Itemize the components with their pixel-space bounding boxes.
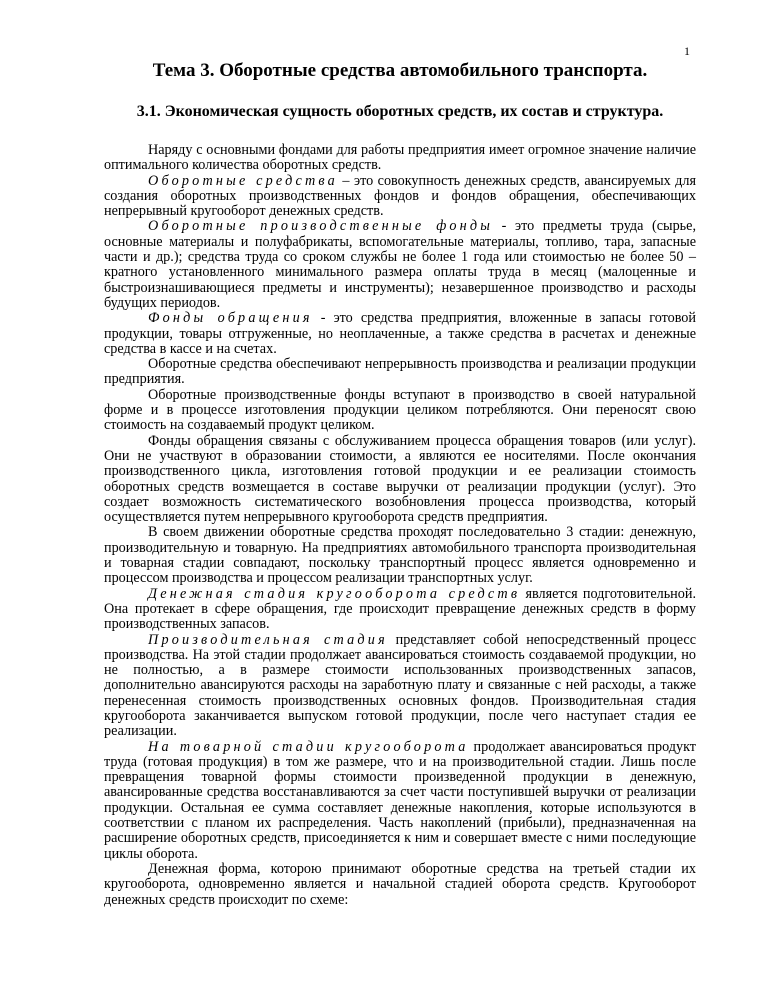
page-number: 1 xyxy=(684,44,690,58)
paragraph-definition xyxy=(104,587,696,633)
paragraph xyxy=(104,357,696,388)
paragraph-text: является подготовительной. Она протекает в сфере обращения, где происходит превращение денежных средств в форму производственных запасов. xyxy=(104,585,697,633)
paragraph xyxy=(104,862,696,908)
paragraph-definition xyxy=(104,633,696,740)
paragraph-text: – это совокупность денежных средств, авансируемых для создания оборотных производственных фондов и фондов обращения, обеспечивающих непрерывный кругооборот денежных средств. xyxy=(104,172,696,220)
paragraph-definition xyxy=(104,311,696,357)
paragraph xyxy=(104,143,696,174)
paragraph-text: продолжает авансироваться продукт труда (готовая продукция) в том же размере, что и на производительной стадии. Лишь после превращения товарной формы стоимости произведенной продукции в денежную, авансированные средства восстанавливаются за счет части поступившей выручки от реализации продукции. Остальная ее сумма составляет денежные накопления, которые используются в соответствии с планом их распределения. Часть накоплений (прибыли), предназначенная на расширение оборотных средств, присоединяется к ним и совершает вместе с ними последующие циклы оборота. xyxy=(104,738,696,862)
paragraph-definition xyxy=(104,174,696,220)
defined-term: Денежная стадия кругооборота средств xyxy=(148,585,521,602)
paragraph-text: Оборотные средства обеспечивают непрерывность производства и реализации продукции предприятия. xyxy=(104,356,696,388)
paragraph-text: Наряду с основными фондами для работы предприятия имеет огромное значение наличие оптимального количества оборотных средств. xyxy=(104,142,696,174)
paragraph-text: Денежная форма, которою принимают оборотные средства на третьей стадии их кругооборота, одновременно является и начальной стадией оборота средств. Кругооборот денежных средств происходит по схеме: xyxy=(104,860,696,908)
defined-term: Фонды обращения xyxy=(148,310,313,327)
document-body xyxy=(104,60,696,908)
paragraph-text: - это средства предприятия, вложенные в запасы готовой продукции, товары отгруженные, но неоплаченные, а также средства в расчетах и денежные средства в кассе и на счетах. xyxy=(104,310,696,357)
document-title: Тема 3. Оборотные средства автомобильного транспорта. xyxy=(152,60,648,81)
paragraph-definition xyxy=(104,740,696,862)
section-title: 3.1. Экономическая сущность оборотных средств, их состав и структура. xyxy=(136,103,664,120)
paragraph-definition xyxy=(104,219,696,311)
defined-term: На товарной стадии кругооборота xyxy=(148,738,469,755)
paragraph-text: представляет собой непосредственный процесс производства. На этой стадии продолжает авансироваться стоимость создаваемой продукции, но не полностью, а в размере стоимости использованных производственных запасов, дополнительно авансируются расходы на заработную плату и связанные с ней расходы, а также перенесенная стоимость производственных основных фондов. Производительная стадия кругооборота заканчивается выпуском готовой продукции, после чего наступает стадия ее реализации. xyxy=(104,631,696,740)
defined-term: Оборотные средства xyxy=(148,172,338,189)
paragraph xyxy=(104,388,696,434)
defined-term: Производительная стадия xyxy=(148,631,388,648)
paragraph-text: - это предметы труда (сырье, основные материалы и полуфабрикаты, вспомогательные материалы, топливо, тара, запасные части и др.); средства труда со сроком службы не более 1 года или стоимостью не более 50 – кратного установленного минимального размера оплаты труда в месяц (малоценные и быстроизнашивающиеся предметы и инструменты); незавершенное производство и расходы будущих периодов. xyxy=(104,218,696,311)
paragraph-text: В своем движении оборотные средства проходят последовательно 3 стадии: денежную, производительную и товарную. На предприятиях автомобильного транспорта производительная и товарная стадии совпадают, поскольку транспортный процесс является одновременно и процессом производства и процессом реализации транспортных услуг. xyxy=(104,524,696,587)
defined-term: Оборотные производственные фонды xyxy=(148,218,494,235)
paragraph xyxy=(104,434,696,526)
paragraph-text: Фонды обращения связаны с обслуживанием процесса обращения товаров (или услуг). Они не участвуют в образовании стоимости, а являются ее носителями. После окончания производственного цикла, изготовления готовой продукции и ее реализации стоимость оборотных средств возмещается в составе выручки от реализации продукции (услуг). Это создает возможность систематического возобновления процесса производства, который осуществляется путем непрерывного кругооборота средств предприятия. xyxy=(104,432,696,526)
paragraph-text: Оборотные производственные фонды вступают в производство в своей натуральной форме и в процессе изготовления продукции целиком потребляются. Они переносят свою стоимость на создаваемый продукт целиком. xyxy=(104,386,696,434)
paragraph xyxy=(104,525,696,586)
